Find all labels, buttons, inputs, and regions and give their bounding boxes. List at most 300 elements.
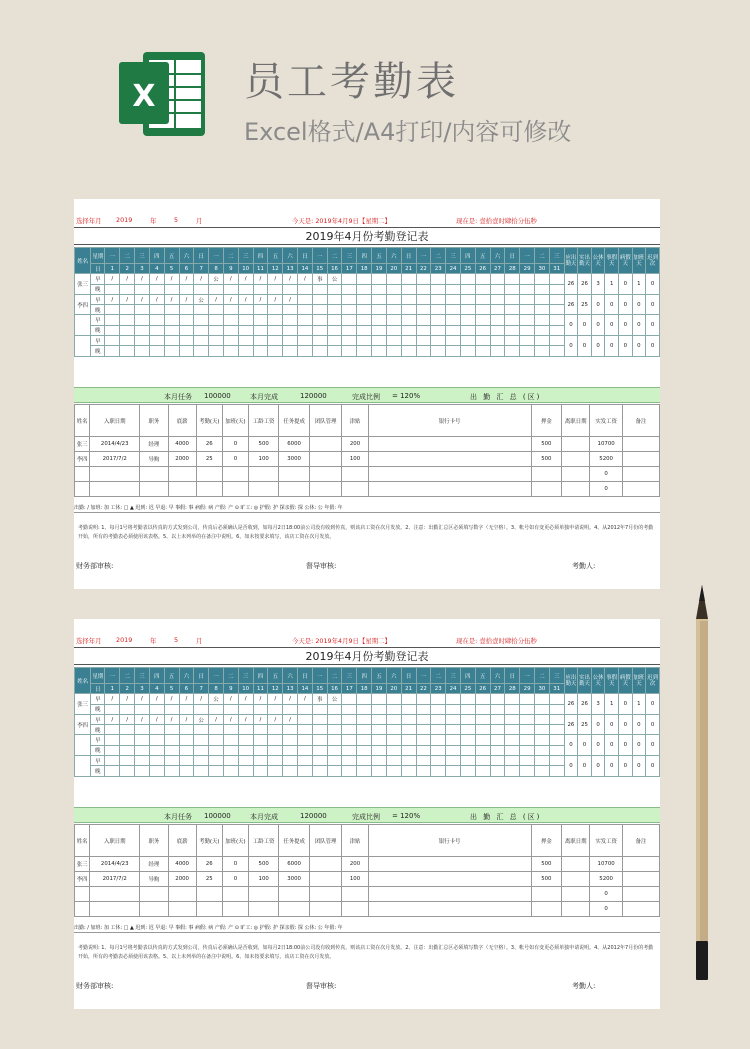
attendance-cell[interactable]: / (164, 274, 179, 284)
attendance-cell[interactable] (298, 305, 313, 315)
attendance-cell[interactable] (238, 284, 253, 294)
attendance-cell[interactable]: / (135, 294, 150, 304)
attendance-cell[interactable]: / (120, 294, 135, 304)
attendance-cell[interactable] (253, 284, 268, 294)
attendance-cell[interactable] (105, 745, 120, 755)
attendance-cell[interactable] (386, 284, 401, 294)
attendance-cell[interactable] (505, 325, 520, 335)
attendance-cell[interactable] (386, 294, 401, 304)
attendance-cell[interactable]: / (105, 694, 120, 704)
attendance-cell[interactable] (342, 325, 357, 335)
attendance-cell[interactable]: / (164, 294, 179, 304)
payroll-cell-pay[interactable]: 5200 (590, 872, 623, 887)
attendance-cell[interactable] (386, 735, 401, 745)
attendance-cell[interactable] (416, 694, 431, 704)
attendance-cell[interactable] (357, 725, 372, 735)
attendance-cell[interactable] (342, 305, 357, 315)
attendance-cell[interactable] (342, 346, 357, 356)
attendance-cell[interactable] (490, 315, 505, 325)
attendance-cell[interactable] (505, 745, 520, 755)
attendance-cell[interactable] (223, 336, 238, 346)
attendance-cell[interactable] (535, 714, 550, 724)
attendance-cell[interactable]: / (238, 714, 253, 724)
attendance-cell[interactable] (475, 274, 490, 284)
attendance-cell[interactable] (342, 725, 357, 735)
attendance-cell[interactable] (238, 756, 253, 766)
attendance-cell[interactable] (312, 725, 327, 735)
payroll-cell-empty[interactable] (248, 467, 278, 482)
attendance-cell[interactable] (179, 336, 194, 346)
attendance-cell[interactable] (135, 305, 150, 315)
attendance-cell[interactable] (342, 704, 357, 714)
attendance-cell[interactable] (401, 756, 416, 766)
payroll-cell-empty[interactable] (168, 482, 196, 497)
payroll-cell-empty[interactable] (279, 467, 309, 482)
attendance-cell[interactable] (446, 714, 461, 724)
attendance-cell[interactable] (223, 346, 238, 356)
attendance-cell[interactable] (505, 766, 520, 776)
attendance-cell[interactable]: / (164, 694, 179, 704)
attendance-cell[interactable] (520, 694, 535, 704)
payroll-cell-age[interactable]: 100 (248, 872, 278, 887)
attendance-cell[interactable] (416, 336, 431, 346)
payroll-cell-date[interactable]: 2014/4/23 (90, 857, 140, 872)
payroll-cell-empty[interactable] (342, 467, 368, 482)
attendance-cell[interactable] (327, 725, 342, 735)
attendance-cell[interactable] (505, 284, 520, 294)
attendance-cell[interactable] (401, 745, 416, 755)
attendance-cell[interactable] (475, 745, 490, 755)
attendance-cell[interactable] (164, 766, 179, 776)
payroll-cell-comm[interactable]: 6000 (279, 437, 309, 452)
attendance-cell[interactable] (549, 735, 564, 745)
payroll-cell-base[interactable]: 4000 (168, 857, 196, 872)
attendance-cell[interactable] (386, 305, 401, 315)
attendance-cell[interactable] (298, 745, 313, 755)
attendance-cell[interactable] (209, 284, 224, 294)
attendance-cell[interactable] (223, 315, 238, 325)
attendance-cell[interactable]: 公 (194, 714, 209, 724)
payroll-cell-date[interactable]: 2017/7/2 (90, 452, 140, 467)
payroll-cell-pay[interactable]: 10700 (590, 857, 623, 872)
attendance-cell[interactable]: / (253, 714, 268, 724)
attendance-cell[interactable] (386, 336, 401, 346)
attendance-cell[interactable] (372, 284, 387, 294)
attendance-cell[interactable] (357, 305, 372, 315)
attendance-cell[interactable] (283, 315, 298, 325)
payroll-cell-empty[interactable] (222, 902, 248, 917)
attendance-cell[interactable]: / (120, 694, 135, 704)
attendance-cell[interactable] (253, 766, 268, 776)
attendance-cell[interactable] (268, 346, 283, 356)
attendance-cell[interactable] (298, 714, 313, 724)
payroll-cell-empty[interactable] (140, 482, 168, 497)
attendance-cell[interactable] (253, 315, 268, 325)
attendance-cell[interactable] (490, 735, 505, 745)
attendance-cell[interactable] (327, 315, 342, 325)
attendance-cell[interactable] (357, 325, 372, 335)
attendance-cell[interactable] (416, 725, 431, 735)
payroll-cell-ot[interactable]: 0 (222, 437, 248, 452)
payroll-cell-dep[interactable]: 500 (531, 437, 561, 452)
attendance-cell[interactable] (238, 725, 253, 735)
attendance-cell[interactable] (135, 725, 150, 735)
attendance-cell[interactable] (460, 714, 475, 724)
attendance-cell[interactable] (149, 704, 164, 714)
attendance-cell[interactable]: / (194, 694, 209, 704)
attendance-cell[interactable] (194, 315, 209, 325)
attendance-cell[interactable] (535, 284, 550, 294)
attendance-cell[interactable] (223, 766, 238, 776)
attendance-cell[interactable] (460, 284, 475, 294)
attendance-cell[interactable] (416, 704, 431, 714)
attendance-cell[interactable] (460, 305, 475, 315)
payroll-cell-empty[interactable] (222, 482, 248, 497)
attendance-cell[interactable] (120, 315, 135, 325)
payroll-cell-allow[interactable]: 200 (342, 857, 368, 872)
attendance-cell[interactable] (446, 694, 461, 704)
attendance-cell[interactable] (283, 305, 298, 315)
attendance-cell[interactable]: / (149, 694, 164, 704)
payroll-cell-att[interactable]: 25 (196, 872, 222, 887)
attendance-cell[interactable] (298, 766, 313, 776)
attendance-cell[interactable] (120, 735, 135, 745)
attendance-cell[interactable] (386, 745, 401, 755)
attendance-cell[interactable] (223, 745, 238, 755)
attendance-cell[interactable] (372, 346, 387, 356)
attendance-cell[interactable] (105, 284, 120, 294)
attendance-cell[interactable] (238, 346, 253, 356)
attendance-cell[interactable] (490, 714, 505, 724)
attendance-cell[interactable] (209, 336, 224, 346)
attendance-cell[interactable] (357, 756, 372, 766)
payroll-cell-empty[interactable] (368, 482, 531, 497)
attendance-cell[interactable]: / (179, 294, 194, 304)
payroll-cell-pay[interactable]: 10700 (590, 437, 623, 452)
attendance-cell[interactable] (342, 756, 357, 766)
attendance-cell[interactable] (298, 294, 313, 304)
attendance-cell[interactable] (386, 704, 401, 714)
payroll-cell-pay[interactable]: 0 (590, 467, 623, 482)
attendance-cell[interactable] (179, 725, 194, 735)
attendance-cell[interactable] (283, 725, 298, 735)
attendance-cell[interactable] (372, 725, 387, 735)
task-value[interactable]: 100000 (204, 812, 231, 820)
attendance-cell[interactable]: / (179, 274, 194, 284)
attendance-cell[interactable] (327, 336, 342, 346)
attendance-cell[interactable] (164, 704, 179, 714)
attendance-cell[interactable] (431, 745, 446, 755)
attendance-cell[interactable] (401, 694, 416, 704)
payroll-cell-empty[interactable] (75, 902, 90, 917)
attendance-cell[interactable] (149, 735, 164, 745)
attendance-cell[interactable] (342, 315, 357, 325)
attendance-cell[interactable] (416, 756, 431, 766)
payroll-cell-empty[interactable] (90, 467, 140, 482)
payroll-cell-empty[interactable] (75, 467, 90, 482)
attendance-cell[interactable] (253, 745, 268, 755)
payroll-cell-att[interactable]: 26 (196, 437, 222, 452)
attendance-cell[interactable]: / (179, 694, 194, 704)
payroll-cell-name[interactable]: 李四 (75, 872, 90, 887)
payroll-cell-comm[interactable]: 6000 (279, 857, 309, 872)
attendance-cell[interactable] (460, 694, 475, 704)
attendance-cell[interactable] (446, 756, 461, 766)
payroll-cell-team[interactable] (309, 872, 342, 887)
attendance-cell[interactable] (535, 694, 550, 704)
attendance-cell[interactable] (238, 745, 253, 755)
attendance-cell[interactable]: / (238, 274, 253, 284)
attendance-cell[interactable] (475, 714, 490, 724)
attendance-cell[interactable]: 公 (327, 274, 342, 284)
attendance-cell[interactable] (475, 766, 490, 776)
attendance-cell[interactable]: / (120, 714, 135, 724)
attendance-cell[interactable] (179, 315, 194, 325)
attendance-cell[interactable] (535, 735, 550, 745)
attendance-cell[interactable] (520, 336, 535, 346)
attendance-cell[interactable] (164, 284, 179, 294)
attendance-cell[interactable] (135, 735, 150, 745)
attendance-cell[interactable] (312, 336, 327, 346)
attendance-cell[interactable]: / (135, 274, 150, 284)
attendance-cell[interactable] (520, 315, 535, 325)
payroll-cell-age[interactable]: 500 (248, 437, 278, 452)
attendance-cell[interactable] (357, 346, 372, 356)
attendance-cell[interactable] (135, 284, 150, 294)
attendance-cell[interactable] (283, 336, 298, 346)
payroll-cell-pay[interactable]: 0 (590, 482, 623, 497)
attendance-cell[interactable] (431, 305, 446, 315)
attendance-cell[interactable] (312, 735, 327, 745)
attendance-cell[interactable]: / (223, 294, 238, 304)
month-value[interactable]: 5 (174, 216, 179, 224)
attendance-cell[interactable]: / (253, 294, 268, 304)
payroll-cell-empty[interactable] (309, 482, 342, 497)
attendance-cell[interactable] (520, 725, 535, 735)
attendance-cell[interactable] (431, 336, 446, 346)
attendance-cell[interactable] (312, 305, 327, 315)
attendance-cell[interactable] (431, 325, 446, 335)
attendance-cell[interactable] (164, 756, 179, 766)
attendance-cell[interactable] (268, 735, 283, 745)
attendance-cell[interactable] (312, 346, 327, 356)
attendance-cell[interactable] (416, 274, 431, 284)
attendance-cell[interactable] (253, 725, 268, 735)
payroll-cell-remark[interactable] (622, 902, 659, 917)
attendance-cell[interactable] (386, 315, 401, 325)
payroll-cell-empty[interactable] (531, 482, 561, 497)
attendance-cell[interactable] (283, 704, 298, 714)
attendance-cell[interactable] (209, 735, 224, 745)
attendance-cell[interactable] (327, 745, 342, 755)
employee-name[interactable] (75, 336, 91, 357)
attendance-cell[interactable] (327, 766, 342, 776)
attendance-cell[interactable] (238, 305, 253, 315)
attendance-cell[interactable] (164, 315, 179, 325)
attendance-cell[interactable]: / (268, 274, 283, 284)
attendance-cell[interactable] (549, 284, 564, 294)
payroll-cell-empty[interactable] (279, 902, 309, 917)
attendance-cell[interactable] (549, 694, 564, 704)
attendance-cell[interactable] (431, 704, 446, 714)
attendance-cell[interactable] (549, 756, 564, 766)
attendance-cell[interactable] (283, 735, 298, 745)
payroll-cell-empty[interactable] (531, 467, 561, 482)
attendance-cell[interactable] (223, 284, 238, 294)
payroll-cell-pay[interactable]: 0 (590, 902, 623, 917)
attendance-cell[interactable] (505, 735, 520, 745)
attendance-cell[interactable] (520, 745, 535, 755)
attendance-cell[interactable]: / (298, 694, 313, 704)
attendance-cell[interactable]: / (223, 274, 238, 284)
attendance-cell[interactable] (268, 336, 283, 346)
attendance-cell[interactable] (327, 305, 342, 315)
attendance-cell[interactable] (298, 704, 313, 714)
attendance-cell[interactable] (327, 735, 342, 745)
attendance-cell[interactable] (490, 745, 505, 755)
attendance-cell[interactable] (120, 756, 135, 766)
attendance-cell[interactable] (416, 346, 431, 356)
attendance-cell[interactable] (194, 756, 209, 766)
attendance-cell[interactable]: / (135, 694, 150, 704)
attendance-cell[interactable] (535, 346, 550, 356)
attendance-cell[interactable] (105, 305, 120, 315)
payroll-cell-empty[interactable] (279, 482, 309, 497)
payroll-cell-empty[interactable] (140, 902, 168, 917)
attendance-cell[interactable] (416, 284, 431, 294)
attendance-cell[interactable]: 事 (312, 694, 327, 704)
attendance-cell[interactable] (149, 766, 164, 776)
attendance-cell[interactable] (149, 284, 164, 294)
attendance-cell[interactable] (194, 745, 209, 755)
payroll-cell-empty[interactable] (140, 887, 168, 902)
attendance-cell[interactable] (549, 336, 564, 346)
attendance-cell[interactable]: / (149, 714, 164, 724)
payroll-cell-empty[interactable] (168, 902, 196, 917)
attendance-cell[interactable] (209, 704, 224, 714)
attendance-cell[interactable] (179, 704, 194, 714)
attendance-cell[interactable] (194, 346, 209, 356)
attendance-cell[interactable] (549, 315, 564, 325)
attendance-cell[interactable] (446, 294, 461, 304)
attendance-cell[interactable] (120, 745, 135, 755)
attendance-cell[interactable] (401, 294, 416, 304)
attendance-cell[interactable] (312, 284, 327, 294)
attendance-cell[interactable] (253, 346, 268, 356)
attendance-cell[interactable] (535, 745, 550, 755)
attendance-cell[interactable] (520, 325, 535, 335)
attendance-cell[interactable]: / (105, 714, 120, 724)
employee-name[interactable]: 李四 (75, 714, 91, 735)
employee-name[interactable]: 张三 (75, 274, 91, 295)
attendance-cell[interactable] (164, 336, 179, 346)
attendance-cell[interactable] (520, 305, 535, 315)
attendance-cell[interactable] (505, 704, 520, 714)
attendance-cell[interactable] (209, 725, 224, 735)
attendance-cell[interactable] (431, 735, 446, 745)
attendance-cell[interactable] (372, 315, 387, 325)
attendance-cell[interactable] (505, 725, 520, 735)
payroll-cell-age[interactable]: 100 (248, 452, 278, 467)
attendance-cell[interactable] (105, 336, 120, 346)
attendance-cell[interactable] (535, 274, 550, 284)
attendance-cell[interactable] (401, 336, 416, 346)
attendance-cell[interactable] (549, 274, 564, 284)
payroll-cell-role[interactable]: 导购 (140, 872, 168, 887)
payroll-cell-base[interactable]: 4000 (168, 437, 196, 452)
attendance-cell[interactable] (475, 315, 490, 325)
attendance-cell[interactable] (401, 284, 416, 294)
attendance-cell[interactable] (253, 305, 268, 315)
month-value[interactable]: 5 (174, 636, 179, 644)
attendance-cell[interactable] (416, 294, 431, 304)
payroll-cell-empty[interactable] (222, 467, 248, 482)
attendance-cell[interactable] (268, 305, 283, 315)
attendance-cell[interactable] (357, 766, 372, 776)
attendance-cell[interactable] (460, 704, 475, 714)
attendance-cell[interactable] (460, 756, 475, 766)
attendance-cell[interactable] (475, 725, 490, 735)
payroll-cell-empty[interactable] (90, 482, 140, 497)
attendance-cell[interactable] (372, 305, 387, 315)
attendance-cell[interactable] (342, 714, 357, 724)
employee-name[interactable] (75, 735, 91, 756)
attendance-cell[interactable] (120, 336, 135, 346)
attendance-cell[interactable] (460, 725, 475, 735)
attendance-cell[interactable] (372, 325, 387, 335)
attendance-cell[interactable] (549, 714, 564, 724)
attendance-cell[interactable] (386, 325, 401, 335)
attendance-cell[interactable] (268, 725, 283, 735)
payroll-cell-ot[interactable]: 0 (222, 872, 248, 887)
attendance-cell[interactable] (520, 756, 535, 766)
attendance-cell[interactable] (520, 766, 535, 776)
attendance-cell[interactable] (549, 346, 564, 356)
payroll-cell-empty[interactable] (342, 482, 368, 497)
attendance-cell[interactable] (238, 315, 253, 325)
payroll-cell-base[interactable]: 2000 (168, 452, 196, 467)
attendance-cell[interactable]: / (179, 714, 194, 724)
payroll-cell-empty[interactable] (90, 902, 140, 917)
payroll-cell-att[interactable]: 25 (196, 452, 222, 467)
attendance-cell[interactable] (149, 756, 164, 766)
attendance-cell[interactable] (179, 346, 194, 356)
attendance-cell[interactable] (120, 704, 135, 714)
attendance-cell[interactable] (253, 325, 268, 335)
payroll-cell-empty[interactable] (342, 887, 368, 902)
attendance-cell[interactable] (135, 766, 150, 776)
done-value[interactable]: 120000 (300, 392, 327, 400)
attendance-cell[interactable] (549, 725, 564, 735)
attendance-cell[interactable] (312, 714, 327, 724)
attendance-cell[interactable] (475, 735, 490, 745)
payroll-cell-date[interactable]: 2014/4/23 (90, 437, 140, 452)
attendance-cell[interactable] (120, 725, 135, 735)
attendance-cell[interactable] (194, 325, 209, 335)
attendance-cell[interactable] (372, 294, 387, 304)
attendance-cell[interactable] (475, 346, 490, 356)
attendance-cell[interactable] (475, 294, 490, 304)
attendance-cell[interactable] (372, 274, 387, 284)
attendance-cell[interactable] (342, 336, 357, 346)
attendance-cell[interactable] (401, 274, 416, 284)
payroll-cell-leave[interactable] (562, 872, 590, 887)
attendance-cell[interactable] (431, 756, 446, 766)
attendance-cell[interactable]: 公 (209, 274, 224, 284)
attendance-cell[interactable] (105, 325, 120, 335)
attendance-cell[interactable] (520, 284, 535, 294)
attendance-cell[interactable]: / (223, 714, 238, 724)
